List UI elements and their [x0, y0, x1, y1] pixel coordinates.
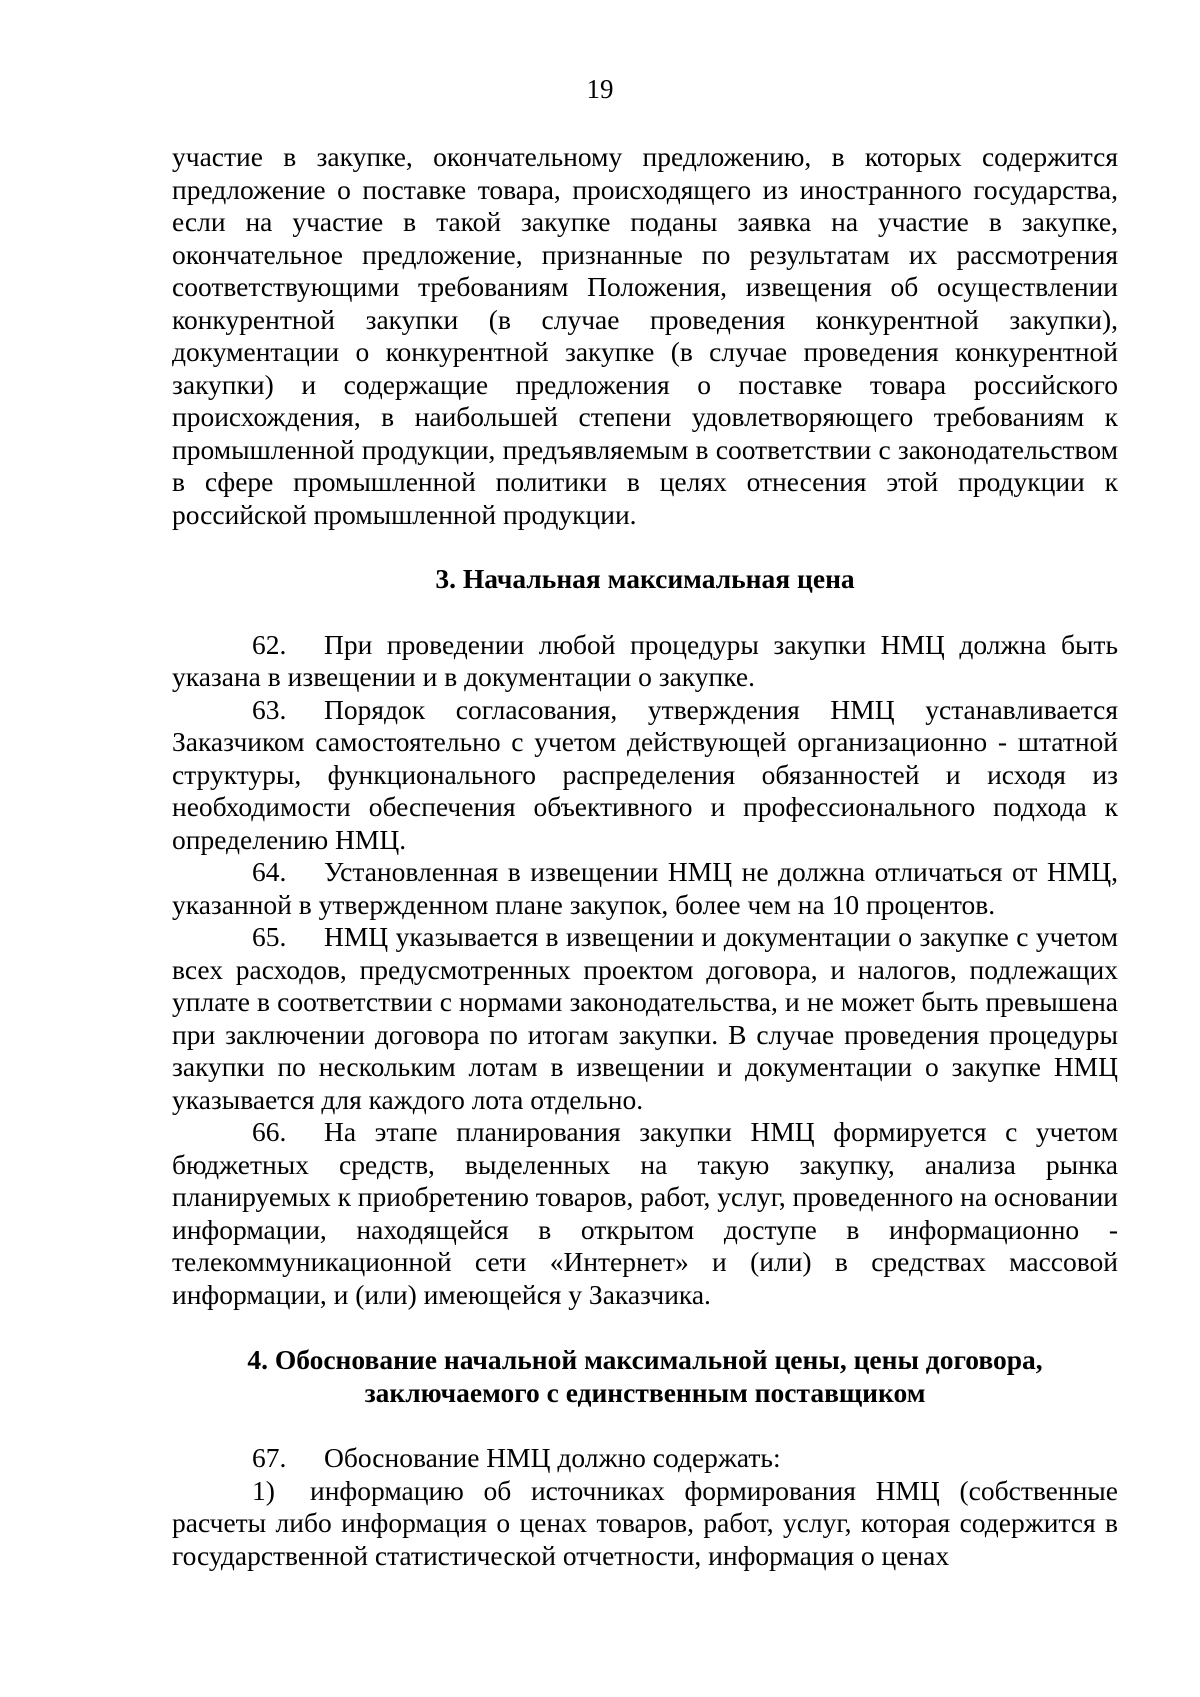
- clause-64: [172, 856, 1118, 921]
- clause-number: 66.: [252, 1116, 287, 1147]
- section-4-heading-line-2: заключаемого с единственным поставщиком: [364, 1376, 926, 1408]
- clause-text: НМЦ указывается в извещении и документации о закупке с учетом всех расходов, предусмотренных проектом договора, и налогов, подлежащих уплате в соответствии с нормами законодательства, и не может быть превышена при заключении договора по итогам закупки. В случае проведения процедуры закупки по нескольким лотам в извещении и документации о закупке НМЦ указывается для каждого лота отдельно.: [172, 921, 1118, 1115]
- clause-65: [172, 921, 1118, 1116]
- subclause-text: информацию об источниках формирования НМЦ (собственные расчеты либо информация о ценах товаров, работ, услуг, которая содержится в государственной статистической отчетности, информация о ценах: [172, 1474, 1118, 1571]
- intro-paragraph: участие в закупке, окончательному предложению, в которых содержится предложение о поставке товара, происходящего из иностранного государства, если на участие в такой закупке поданы заявка на участие в закупке, окончательное предложение, признанные по результатам их рассмотрения соответствующими требованиям Положения, извещения об осуществлении конкурентной закупки (в случае проведения конкурентной закупки), документации о конкурентной закупке (в случае проведения конкурентной закупки) и содержащие предложения о поставке товара российского происхождения, в наибольшей степени удовлетворяющего требованиям к промышленной продукции, предъявляемым в соответствии с законодательством в сфере промышленной политики в целях отнесения этой продукции к российской промышленной продукции.: [172, 141, 1118, 530]
- subclause-number: 1): [252, 1474, 275, 1506]
- clause-number: 62.: [252, 628, 287, 660]
- clause-number: 65.: [252, 921, 287, 952]
- clause-number: 67.: [252, 1442, 287, 1473]
- page-content: [172, 141, 1118, 1572]
- clause-66: [172, 1116, 1118, 1311]
- section-3-heading: 3. Начальная максимальная цена: [435, 563, 855, 594]
- page-number: 19: [586, 74, 614, 104]
- clause-text: На этапе планирования закупки НМЦ формируется с учетом бюджетных средств, выделенных на такую закупку, анализа рынка планируемых к приобретению товаров, работ, услуг, проведенного на основании информации, находящейся в открытом доступе в информационно - телекоммуникационной сети «Интернет» и (или) в средствах массовой информации, и (или) имеющейся у Заказчика.: [172, 1116, 1118, 1310]
- clause-text: Обоснование НМЦ должно содержать:: [324, 1442, 781, 1473]
- clause-text: Установленная в извещении НМЦ не должна отличаться от НМЦ, указанной в утвержденном плане закупок, более чем на 10 процентов.: [172, 856, 1118, 920]
- clause-text: При проведении любой процедуры закупки НМЦ должна быть указана в извещении и в документации о закупке.: [172, 628, 1118, 692]
- clause-62: [172, 629, 1118, 694]
- clause-63: [172, 694, 1118, 857]
- clause-67: [172, 1442, 1118, 1475]
- clause-number: 64.: [252, 856, 287, 887]
- clause-number: 63.: [252, 693, 287, 725]
- subclause-1: [172, 1475, 1118, 1573]
- section-4-heading-line-1: 4. Обоснование начальной максимальной цены, цены договора,: [247, 1344, 1043, 1375]
- clause-text: Порядок согласования, утверждения НМЦ устанавливается Заказчиком самостоятельно с учетом действующей организационно - штатной структуры, функционального распределения обязанностей и исходя из необходимости обеспечения объективного и профессионального подхода к определению НМЦ.: [172, 693, 1118, 855]
- section-4-heading: [172, 1344, 1118, 1409]
